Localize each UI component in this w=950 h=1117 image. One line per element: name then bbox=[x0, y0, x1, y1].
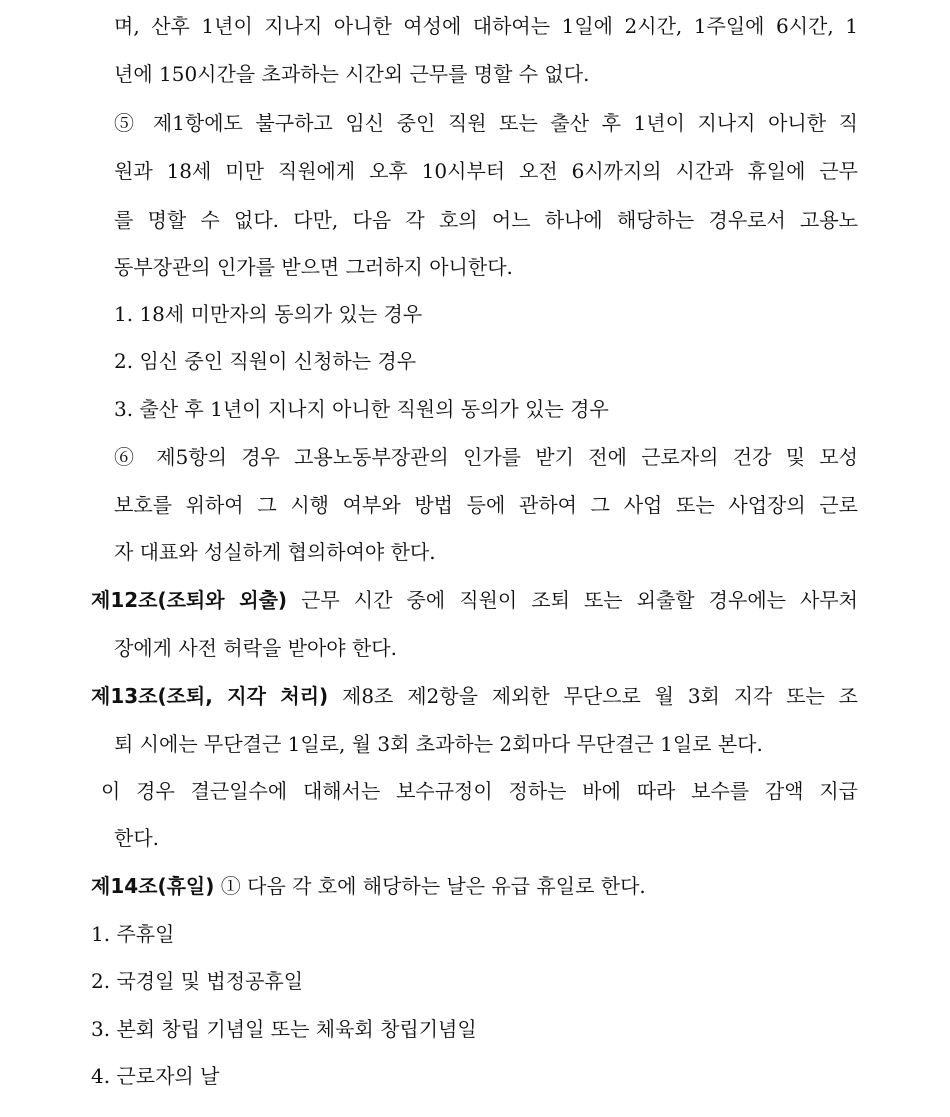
article-heading: 제14조(휴일) bbox=[91, 874, 215, 898]
paragraph-line: 퇴 시에는 무단결근 1일로, 월 3회 초과하는 2회마다 무단결근 1일로 본다. bbox=[114, 732, 763, 756]
list-item: 2. 국경일 및 법정공휴일 bbox=[91, 969, 304, 993]
article-text: 제8조 제2항을 제외한 무단으로 월 3회 지각 또는 조 bbox=[328, 684, 858, 708]
list-item: 1. 주휴일 bbox=[91, 922, 175, 946]
paragraph-line: 장에게 사전 허락을 받아야 한다. bbox=[114, 636, 397, 660]
list-item: 2. 임신 중인 직원이 신청하는 경우 bbox=[114, 349, 417, 373]
article-text: ① 다음 각 호에 해당하는 날은 유급 휴일로 한다. bbox=[214, 874, 646, 898]
article-12-line bbox=[91, 585, 858, 615]
list-item: 3. 출산 후 1년이 지나지 아니한 직원의 동의가 있는 경우 bbox=[114, 397, 609, 421]
paragraph-line: 동부장관의 인가를 받으면 그러하지 아니한다. bbox=[114, 255, 513, 279]
paragraph-line: 한다. bbox=[114, 826, 159, 850]
article-text: 근무 시간 중에 직원이 조퇴 또는 외출할 경우에는 사무처 bbox=[287, 588, 858, 612]
list-item: 3. 본회 창립 기념일 또는 체육회 창립기념일 bbox=[91, 1017, 477, 1041]
paragraph-line: 년에 150시간을 초과하는 시간외 근무를 명할 수 없다. bbox=[114, 62, 590, 86]
paragraph-line: 를 명할 수 없다. 다만, 다음 각 호의 어느 하나에 해당하는 경우로서 고용노 bbox=[114, 208, 858, 232]
paragraph-line: ⑥ 제5항의 경우 고용노동부장관의 인가를 받기 전에 근로자의 건강 및 모성 bbox=[114, 445, 858, 469]
article-heading: 제12조(조퇴와 외출) bbox=[91, 588, 288, 612]
article-14-line bbox=[91, 871, 646, 901]
paragraph-line: 이 경우 결근일수에 대해서는 보수규정이 정하는 바에 따라 보수를 감액 지급 bbox=[101, 779, 858, 803]
list-item: 1. 18세 미만자의 동의가 있는 경우 bbox=[114, 302, 423, 326]
paragraph-line: 며, 산후 1년이 지나지 아니한 여성에 대하여는 1일에 2시간, 1주일에 6시간, 1 bbox=[114, 14, 858, 38]
paragraph-line: ⑤ 제1항에도 불구하고 임신 중인 직원 또는 출산 후 1년이 지나지 아니한 직 bbox=[114, 111, 858, 135]
paragraph-line: 원과 18세 미만 직원에게 오후 10시부터 오전 6시까지의 시간과 휴일에 근무 bbox=[114, 159, 858, 183]
article-13-line bbox=[91, 681, 858, 711]
article-heading: 제13조(조퇴, 지각 처리) bbox=[91, 684, 329, 708]
paragraph-line: 보호를 위하여 그 시행 여부와 방법 등에 관하여 그 사업 또는 사업장의 근로 bbox=[114, 493, 858, 517]
list-item: 4. 근로자의 날 bbox=[91, 1064, 220, 1088]
paragraph-line: 자 대표와 성실하게 협의하여야 한다. bbox=[114, 540, 436, 564]
